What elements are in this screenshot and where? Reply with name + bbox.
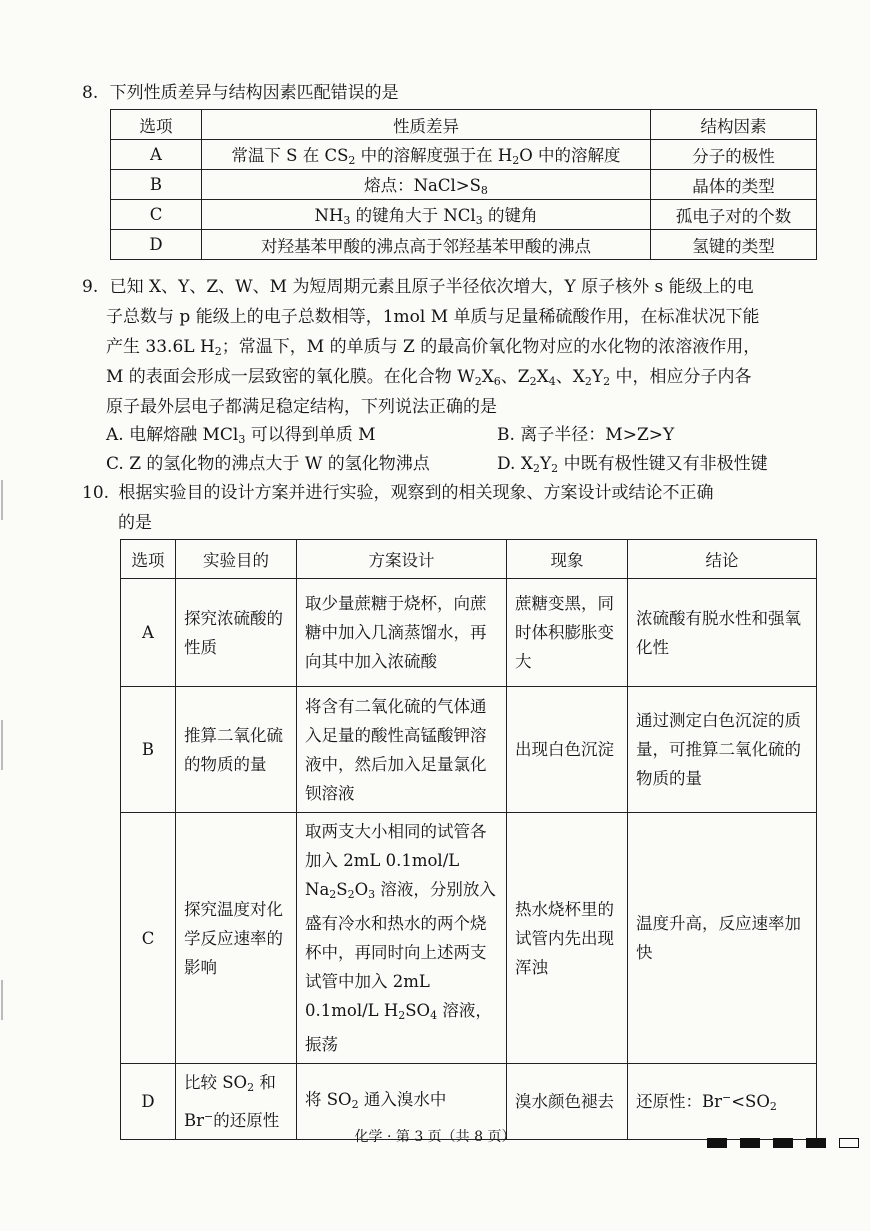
row-factor: 晶体的类型: [651, 170, 817, 200]
stem-line: 的是: [118, 513, 152, 533]
empty-box-mark: [839, 1138, 859, 1148]
row-difference: 熔点：$NaCl>S_8$: [202, 170, 651, 200]
row-conclusion: 浓硫酸有脱水性和强氧化性: [628, 579, 817, 687]
question-text: 下列性质差异与结构因素匹配错误的是: [109, 83, 399, 103]
header-design: 方案设计: [297, 540, 507, 579]
black-mark: [707, 1138, 727, 1148]
header-conclusion: 结论: [628, 540, 817, 579]
stem-line: 产生 33.6L $H_2$；常温下，M 的单质与 Z 的最高价氧化物对应的水化物的浓溶液作用，: [106, 337, 761, 358]
question-10-table: [120, 539, 817, 1140]
row-phenomenon: 出现白色沉淀: [507, 687, 628, 813]
row-option: B: [121, 687, 176, 813]
stem-text: 根据实验目的设计方案并进行实验，观察到的相关现象、方案设计或结论不正确: [118, 483, 714, 503]
table-row: [121, 687, 817, 813]
row-difference: $NH_3$ 的键角大于 NCl$_3$ 的键角: [202, 200, 651, 230]
scan-marks: [707, 1133, 859, 1153]
table-row: [121, 579, 817, 687]
row-option: A: [111, 140, 202, 170]
stem-line: 子总数与 p 能级上的电子总数相等，1mol M 单质与足量稀硫酸作用，在标准状况下能: [106, 307, 760, 327]
header-purpose: 实验目的: [176, 540, 297, 579]
black-mark: [740, 1138, 760, 1148]
stem-line: 原子最外层电子都满足稳定结构，下列说法正确的是: [106, 397, 497, 417]
table-header-row: [111, 110, 817, 140]
question-10-stem: [82, 478, 832, 538]
row-purpose: 探究温度对化学反应速率的影响: [176, 813, 297, 1064]
table-row: [121, 813, 817, 1064]
binding-line: [1, 480, 3, 520]
stem-line: [82, 478, 832, 508]
row-design: 将含有二氧化硫的气体通入足量的酸性高锰酸钾溶液中，然后加入足量氯化钡溶液: [297, 687, 507, 813]
option-d: D. $X_2Y_2$ 中既有极性键又有非极性键: [497, 454, 768, 475]
table-header-row: [121, 540, 817, 579]
row-conclusion: 通过测定白色沉淀的质量，可推算二氧化硫的物质的量: [628, 687, 817, 813]
row-phenomenon: 蔗糖变黑，同时体积膨胀变大: [507, 579, 628, 687]
stem-line: M 的表面会形成一层致密的氧化膜。在化合物 $W_2X_6$、$Z_2X_4$、$X_2Y_2$ 中，相应分子内各: [106, 367, 752, 388]
row-factor: 分子的极性: [651, 140, 817, 170]
binding-line: [1, 980, 3, 1020]
row-design: 将 $SO_2$ 通入溴水中: [297, 1064, 507, 1140]
row-option: D: [121, 1064, 176, 1140]
row-design: 取少量蔗糖于烧杯，向蔗糖中加入几滴蒸馏水，再向其中加入浓硫酸: [297, 579, 507, 687]
row-purpose: 比较 $SO_2$ 和 Br−的还原性: [176, 1064, 297, 1140]
row-option: B: [111, 170, 202, 200]
row-purpose: 探究浓硫酸的性质: [176, 579, 297, 687]
option-b: B. 离子半径：M>Z>Y: [497, 425, 675, 445]
row-conclusion: 还原性：$Br^-<SO_2$: [628, 1064, 817, 1140]
black-mark: [806, 1138, 826, 1148]
table-row: [111, 170, 817, 200]
row-option: A: [121, 579, 176, 687]
header-option: 选项: [121, 540, 176, 579]
question-9-stem: [82, 272, 832, 422]
header-phenomenon: 现象: [507, 540, 628, 579]
row-phenomenon: 溴水颜色褪去: [507, 1064, 628, 1140]
question-number: 9.: [82, 277, 99, 297]
question-number: 10.: [82, 483, 110, 503]
option-c: C. Z 的氢化物的沸点大于 W 的氢化物沸点: [106, 454, 430, 474]
black-mark: [773, 1138, 793, 1148]
option-a: A. 电解熔融 MCl$_3$ 可以得到单质 M: [106, 425, 376, 446]
question-number: 8.: [82, 83, 99, 103]
header-property-difference: 性质差异: [202, 110, 651, 140]
table-row: [111, 200, 817, 230]
binding-line: [1, 720, 3, 770]
row-phenomenon: 热水烧杯里的试管内先出现浑浊: [507, 813, 628, 1064]
row-option: C: [111, 200, 202, 230]
row-factor: 孤电子对的个数: [651, 200, 817, 230]
stem-line: [82, 272, 832, 302]
row-factor: 氢键的类型: [651, 230, 817, 260]
row-design: 取两支大小相同的试管各加入 2mL 0.1mol/L $Na_2S_2O_3$ 溶液，分别放入盛有冷水和热水的两个烧杯中，再同时向上述两支试管中加入 2mL 0.1mol/L $H_2SO_4$ 溶液，振荡: [297, 813, 507, 1064]
question-8-stem: [82, 78, 399, 108]
header-option: 选项: [111, 110, 202, 140]
row-option: C: [121, 813, 176, 1064]
row-difference: 常温下 S 在 $CS_2$ 中的溶解度强于在 $H_2O$ 中的溶解度: [202, 140, 651, 170]
table-row: [111, 140, 817, 170]
stem-text: 已知 X、Y、Z、W、M 为短周期元素且原子半径依次增大，Y 原子核外 s 能级上的电: [109, 277, 754, 297]
row-option: D: [111, 230, 202, 260]
table-row: [111, 230, 817, 260]
row-difference: 对羟基苯甲酸的沸点高于邻羟基苯甲酸的沸点: [202, 230, 651, 260]
row-purpose: 推算二氧化硫的物质的量: [176, 687, 297, 813]
header-structure-factor: 结构因素: [651, 110, 817, 140]
page-footer: 化学 · 第 3 页（共 8 页）: [354, 1129, 516, 1145]
question-8-table: [110, 109, 817, 260]
row-conclusion: 温度升高，反应速率加快: [628, 813, 817, 1064]
